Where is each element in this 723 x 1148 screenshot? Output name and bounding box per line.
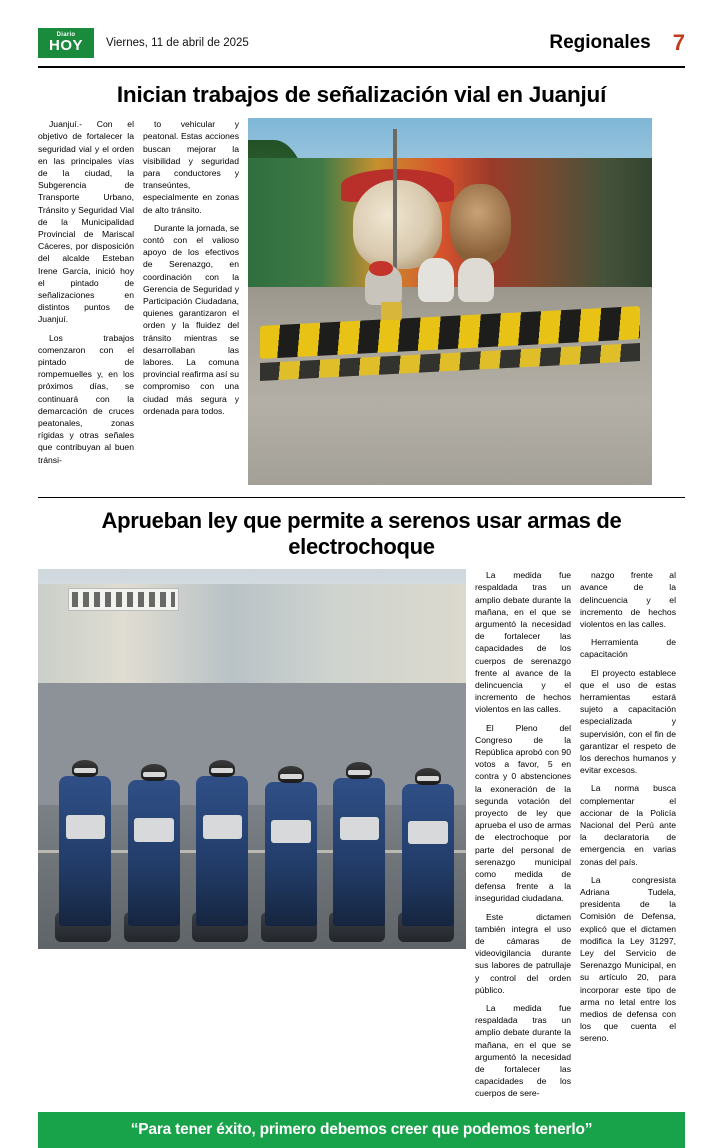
photo-officer: [333, 778, 385, 926]
logo-main-text: HOY: [48, 37, 83, 54]
footer-quote-bar: “Para tener éxito, primero debemos creer que podemos tenerlo”: [38, 1112, 685, 1148]
paragraph: La medida fue respaldada tras un amplio debate durante la mañana, en el que se argumentó la necesidad de fortalecer las capacidades de los cuerpos de serenazgo frente al avance de la delincuencia y el incremento de hechos violentos en las calles.: [475, 570, 571, 715]
publication-date: Viernes, 11 de abril de 2025: [106, 36, 249, 49]
article-2-photo: [38, 569, 466, 949]
photo-helmet: [209, 760, 235, 777]
photo-reflective-vest: [66, 815, 106, 839]
paragraph: La norma busca complementar el accionar de la Policía Nacional del Perú ante la declaratoria de emergencia en varias zonas del país.: [580, 783, 676, 867]
photo-officer: [265, 782, 317, 926]
paragraph: El Pleno del Congreso de la República aprobó con 90 votos a favor, 5 en contra y 0 abstenciones la exoneración de la segunda votación del proyecto de ley que aprueba el uso de armas de electrochoque por parte del personal de serenazgo municipal como medida de defensa frente a la inseguridad ciudadana.: [475, 722, 571, 904]
subheading: Herramienta de capacitación: [580, 637, 676, 660]
photo-officer: [196, 776, 248, 926]
section-title: Regionales: [549, 31, 651, 53]
masthead: [38, 26, 685, 68]
paragraph: Los trabajos comenzaron con el pintado de rompemuelles y, en los próximos días, se continuará con la demarcación de cruces peatonales, zonas rígidas y otras señales que contribuyan al buen tránsi-: [38, 332, 134, 465]
article-1-column-2: [143, 118, 239, 485]
article-2-column-2: [580, 569, 676, 1100]
article-1-photo: [248, 118, 652, 485]
photo-paint-bucket: [381, 302, 401, 320]
paragraph: La congresista Adriana Tudela, presidenta de la Comisión de Defensa, explicó que el dictamen modifica la Ley 31297, Ley del Servicio de Serenazgo Municipal, en su artículo 20, para incorporar este tipo de arma no letal entre los medios de defensa con los que cuenta el sereno.: [580, 874, 676, 1044]
paragraph: El proyecto establece que el uso de estas herramientas estará sujeto a capacitación especializada y supervisión, con el fin de garantizar el respeto de los derechos humanos y evitar excesos.: [580, 667, 676, 776]
article-1-body: [38, 118, 685, 485]
paragraph: La medida fue respaldada tras un amplio debate durante la mañana, en el que se argumentó la necesidad de fortalecer las capacidades de los cuerpos de sere-: [475, 1003, 571, 1099]
photo-helmet: [415, 768, 441, 785]
newspaper-logo: [38, 28, 94, 58]
page-number: 7: [672, 29, 685, 55]
photo-reflective-vest: [134, 818, 174, 841]
paragraph: Juanjuí.- Con el objetivo de fortalecer la seguridad vial y el orden en las principales vías de la ciudad, la Subgerencia de Transporte Urbano, Tránsito y Seguridad Vial de la Municipalidad Provincial de Mariscal Cáceres, por disposición del alcalde Esteban Irene García, inició hoy el pintado de señalizaciones en distintos puntos de Juanjuí.: [38, 119, 134, 325]
photo-reflective-vest: [203, 815, 243, 839]
photo-officer: [59, 776, 111, 926]
photo-helmet: [141, 764, 167, 781]
photo-officer: [128, 780, 180, 926]
paragraph: to vehicular y peatonal. Estas acciones buscan mejorar la visibilidad y seguridad para conductores y transeúntes, especialmente en zonas de alto tránsito.: [143, 119, 239, 215]
logo-top-text: Diario: [56, 32, 76, 38]
paragraph: Durante la jornada, se contó con el valioso apoyo de los efectivos de Serenazgo, en coordinación con la Gerencia de Seguridad y Participación Ciudadana, quienes garantizaron el orden y la fluidez del tránsito mientras se desarrollaban las labores. La comuna provincial reafirma así su compromiso con una ciudad más segura y ordenada para todos.: [143, 222, 239, 416]
article-2-body: [38, 569, 685, 1100]
photo-worker: [458, 258, 494, 302]
photo-reflective-vest: [340, 817, 380, 841]
article-2-headline: Aprueban ley que permite a serenos usar armas de electrochoque: [101, 508, 622, 559]
article-2-column-1: [475, 569, 571, 1100]
photo-helmet: [278, 766, 304, 783]
section-divider: [38, 497, 685, 498]
article-1-column-1: [38, 118, 134, 485]
photo-banner-text: [72, 592, 175, 607]
photo-reflective-vest: [408, 821, 448, 844]
paragraph: nazgo frente al avance de la delincuencia y el incremento de hechos violentos en las calles.: [580, 570, 676, 629]
photo-mural-figure: [450, 184, 511, 265]
photo-worker: [418, 258, 454, 302]
article-1-headline: Inician trabajos de señalización vial en Juanjuí: [116, 82, 607, 107]
photo-helmet: [72, 760, 98, 777]
paragraph: Este dictamen también integra el uso de cámaras de videovigilancia durante sus labores de patrullaje y control del orden público.: [475, 911, 571, 995]
photo-mural-face: [353, 180, 442, 268]
photo-officer: [402, 784, 454, 926]
photo-helmet: [346, 762, 372, 779]
photo-reflective-vest: [271, 820, 311, 843]
